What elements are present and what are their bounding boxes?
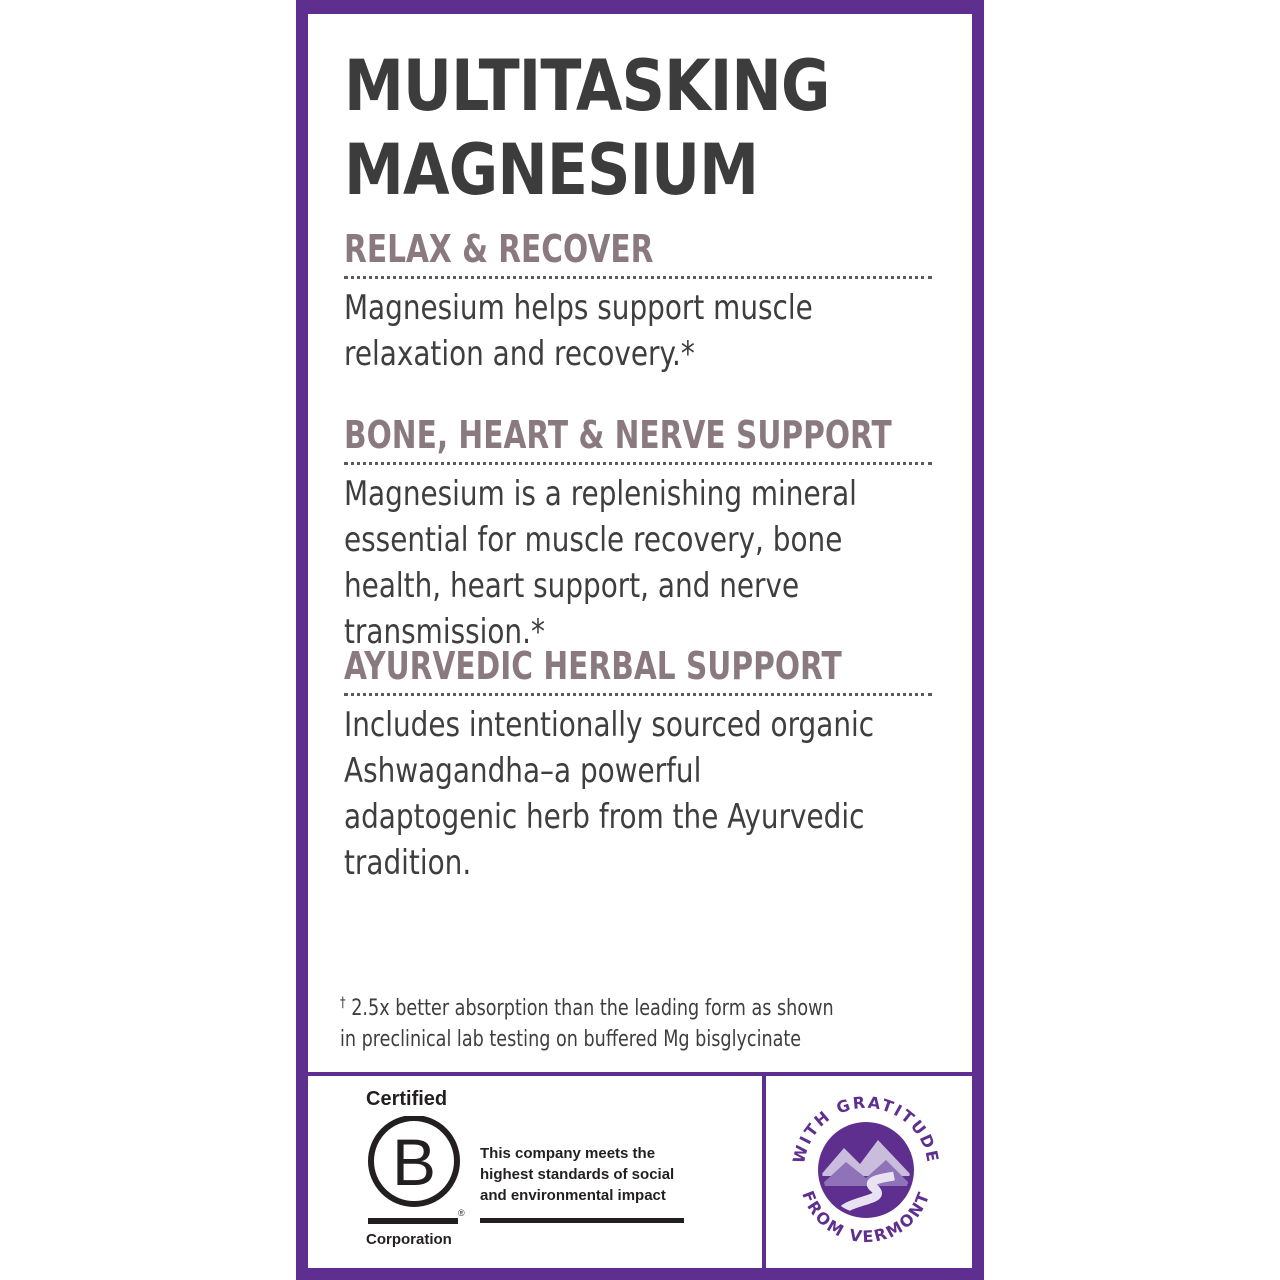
b-corp-statement-line-2: highest standards of social: [480, 1166, 675, 1183]
dagger-mark: †: [340, 995, 346, 1011]
section-body: Includes intentionally sourced organic Ashwagandha–a powerful adaptogenic herb from the Ayurvedic tradition.: [344, 705, 875, 883]
b-corp-logo: [366, 1086, 466, 1248]
dotted-divider: [344, 462, 932, 465]
section-bone-heart-nerve: [344, 412, 934, 655]
b-corp-corporation-label: Corporation: [366, 1231, 452, 1248]
section-heading: BONE, HEART & NERVE SUPPORT: [344, 413, 892, 457]
registered-mark: ®: [458, 1208, 465, 1218]
b-corp-underline: [480, 1218, 684, 1223]
footnote-line-1: 2.5x better absorption than the leading form as shown: [351, 996, 834, 1021]
footnote-line-2: in preclinical lab testing on buffered Mg bisglycinate: [340, 1027, 802, 1052]
dotted-divider: [344, 693, 932, 696]
b-corp-circle-icon: [366, 1116, 466, 1228]
section-ayurvedic-herbal: [344, 643, 934, 886]
section-heading: AYURVEDIC HERBAL SUPPORT: [344, 644, 842, 688]
seal-bottom-text: FROM VERMONT: [798, 1188, 934, 1247]
absorption-footnote: [340, 988, 916, 1055]
section-heading: RELAX & RECOVER: [344, 227, 654, 271]
b-corp-letter: B: [391, 1125, 437, 1199]
footer-vertical-divider: [762, 1072, 766, 1268]
dotted-divider: [344, 276, 932, 279]
section-body: Magnesium helps support muscle relaxation and recovery.*: [344, 288, 813, 374]
b-corp-statement-line-1: This company meets the: [480, 1145, 656, 1162]
b-corp-statement-line-3: and environmental impact: [480, 1187, 666, 1204]
vermont-seal-icon: [786, 1090, 946, 1250]
b-corp-certified-label: Certified: [366, 1088, 448, 1110]
b-corp-statement: [480, 1143, 700, 1206]
section-body: Magnesium is a replenishing mineral essential for muscle recovery, bone health, heart support, and nerve transmission.*: [344, 474, 857, 652]
title-line-2: MAGNESIUM: [344, 129, 759, 211]
title-line-1: MULTITASKING: [344, 45, 830, 127]
footer-divider: [308, 1072, 972, 1076]
section-relax-recover: [344, 226, 934, 377]
product-title: [344, 44, 860, 212]
seal-top-text: WITH GRATITUDE: [788, 1092, 943, 1166]
